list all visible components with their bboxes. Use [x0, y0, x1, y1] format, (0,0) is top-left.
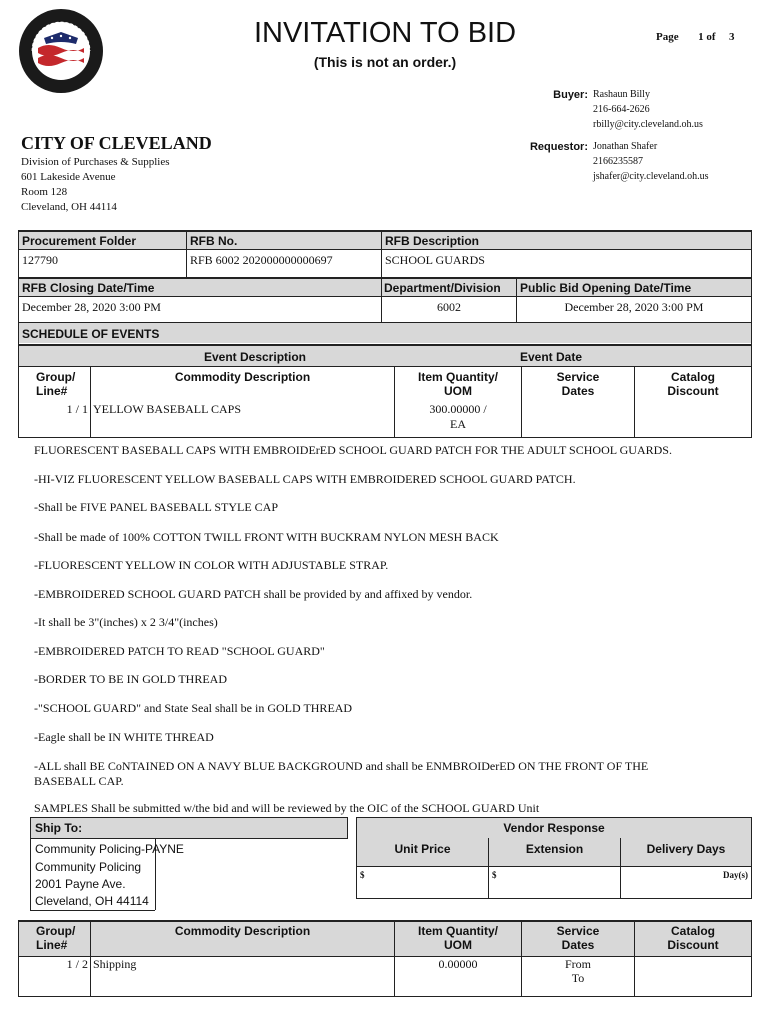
buyer-phone: 216-664-2626: [593, 104, 650, 115]
detail-line: SAMPLES Shall be submitted w/the bid and will be reviewed by the OIC of the SCHOOL GUARD Unit: [34, 801, 540, 815]
line-description: YELLOW BASEBALL CAPS: [93, 402, 242, 416]
ship-to-line: Community Policing: [35, 860, 142, 874]
quantity-header: Item Quantity/ UOM: [417, 924, 498, 952]
ship-to-line: 2001 Payne Ave.: [35, 877, 126, 891]
line-number: 1 / 2: [66, 957, 88, 971]
commodity-header: Commodity Description: [174, 370, 311, 384]
page-of: of: [706, 31, 716, 43]
department-value: 6002: [437, 300, 461, 314]
quantity-header: Item Quantity/ UOM: [417, 370, 498, 398]
document-title: INVITATION TO BID: [253, 17, 517, 49]
days-unit: Day(s): [723, 870, 748, 880]
buyer-label: Buyer:: [553, 89, 588, 101]
group-header: Group/ Line#: [36, 924, 76, 952]
unit-price-header: Unit Price: [394, 842, 451, 856]
commodity-header: Commodity Description: [174, 924, 311, 938]
ship-to-line: Cleveland, OH 44114: [35, 894, 149, 908]
rfb-number-label: RFB No.: [190, 234, 238, 248]
page-label: Page: [656, 31, 679, 43]
currency-symbol: $: [360, 870, 365, 880]
delivery-days-header: Delivery Days: [646, 842, 726, 856]
org-division: Division of Purchases & Supplies: [21, 156, 170, 168]
group-header: Group/ Line#: [36, 370, 76, 398]
rfb-description-value: SCHOOL GUARDS: [385, 253, 485, 267]
department-label: Department/Division: [384, 281, 501, 295]
org-name: CITY OF CLEVELAND: [21, 133, 212, 153]
page-indicator: [656, 31, 756, 43]
closing-date-label: RFB Closing Date/Time: [22, 281, 155, 295]
detail-line: -FLUORESCENT YELLOW IN COLOR WITH ADJUSTABLE STRAP.: [34, 558, 389, 572]
catalog-discount-header: Catalog Discount: [667, 370, 719, 398]
city-seal: [18, 8, 104, 94]
ship-to-label: Ship To:: [35, 821, 83, 835]
detail-line: -HI-VIZ FLUORESCENT YELLOW BASEBALL CAPS WITH EMBROIDERED SCHOOL GUARD PATCH.: [34, 472, 576, 486]
detail-line: -Shall be made of 100% COTTON TWILL FRONT WITH BUCKRAM NYLON MESH BACK: [34, 530, 499, 544]
page-current: 1: [698, 31, 704, 43]
procurement-folder-value: 127790: [22, 253, 58, 267]
page-total: 3: [729, 31, 735, 43]
requestor-email[interactable]: jshafer@city.cleveland.oh.us: [593, 171, 709, 182]
detail-line: -EMBROIDERED SCHOOL GUARD PATCH shall be provided by and affixed by vendor.: [34, 587, 473, 601]
extension-header: Extension: [525, 842, 584, 856]
detail-line: -EMBROIDERED PATCH TO READ "SCHOOL GUARD": [34, 644, 325, 658]
schedule-label: SCHEDULE OF EVENTS: [22, 327, 160, 341]
service-dates-header: Service Dates: [556, 924, 600, 952]
procurement-folder-label: Procurement Folder: [22, 234, 137, 248]
requestor-label: Requestor:: [529, 141, 588, 153]
detail-line: -ALL shall BE CoNTAINED ON A NAVY BLUE BACKGROUND and shall be ENMBROIDerED ON THE FRONT OF THE BASEBALL CAP.: [34, 759, 649, 788]
org-city: Cleveland, OH 44114: [21, 201, 117, 213]
delivery-days-input[interactable]: [621, 867, 751, 898]
rfb-number-value: RFB 6002 202000000000697: [190, 253, 333, 267]
ship-to-line: Community Policing-PAYNE: [35, 842, 184, 856]
event-description-label: Event Description: [203, 350, 307, 364]
catalog-discount-header: Catalog Discount: [667, 924, 719, 952]
opening-date-value: December 28, 2020 3:00 PM: [564, 300, 704, 314]
rfb-description-label: RFB Description: [385, 234, 480, 248]
unit-price-input[interactable]: [357, 867, 488, 898]
line-number: 1 / 1: [66, 402, 88, 416]
opening-date-label: Public Bid Opening Date/Time: [520, 281, 692, 295]
detail-line: -Eagle shall be IN WHITE THREAD: [34, 730, 214, 744]
requestor-name: Jonathan Shafer: [593, 141, 658, 152]
detail-line: -"SCHOOL GUARD" and State Seal shall be in GOLD THREAD: [34, 701, 353, 715]
currency-symbol: $: [492, 870, 497, 880]
org-room: Room 128: [21, 186, 68, 198]
closing-date-value: December 28, 2020 3:00 PM: [22, 300, 161, 314]
buyer-email[interactable]: rbilly@city.cleveland.oh.us: [593, 119, 703, 130]
requestor-phone: 2166235587: [593, 156, 643, 167]
extension-input[interactable]: [489, 867, 620, 898]
detail-line: FLUORESCENT BASEBALL CAPS WITH EMBROIDErED SCHOOL GUARD PATCH FOR THE ADULT SCHOOL GUARDS.: [34, 443, 672, 457]
event-date-label: Event Date: [520, 350, 583, 364]
detail-line: -Shall be FIVE PANEL BASEBALL STYLE CAP: [34, 500, 279, 514]
vendor-response-label: Vendor Response: [503, 821, 605, 835]
line-quantity: 0.00000: [438, 957, 478, 971]
detail-line: -BORDER TO BE IN GOLD THREAD: [34, 672, 228, 686]
service-dates-header: Service Dates: [556, 370, 600, 398]
document-subtitle: (This is not an order.): [313, 54, 457, 70]
buyer-name: Rashaun Billy: [593, 89, 650, 100]
org-street: 601 Lakeside Avenue: [21, 171, 116, 183]
line-description: Shipping: [93, 957, 137, 971]
service-dates-value: From To: [564, 957, 591, 985]
detail-line: -It shall be 3"(inches) x 2 3/4"(inches): [34, 615, 218, 629]
line-quantity: 300.00000 / EA: [429, 402, 487, 431]
